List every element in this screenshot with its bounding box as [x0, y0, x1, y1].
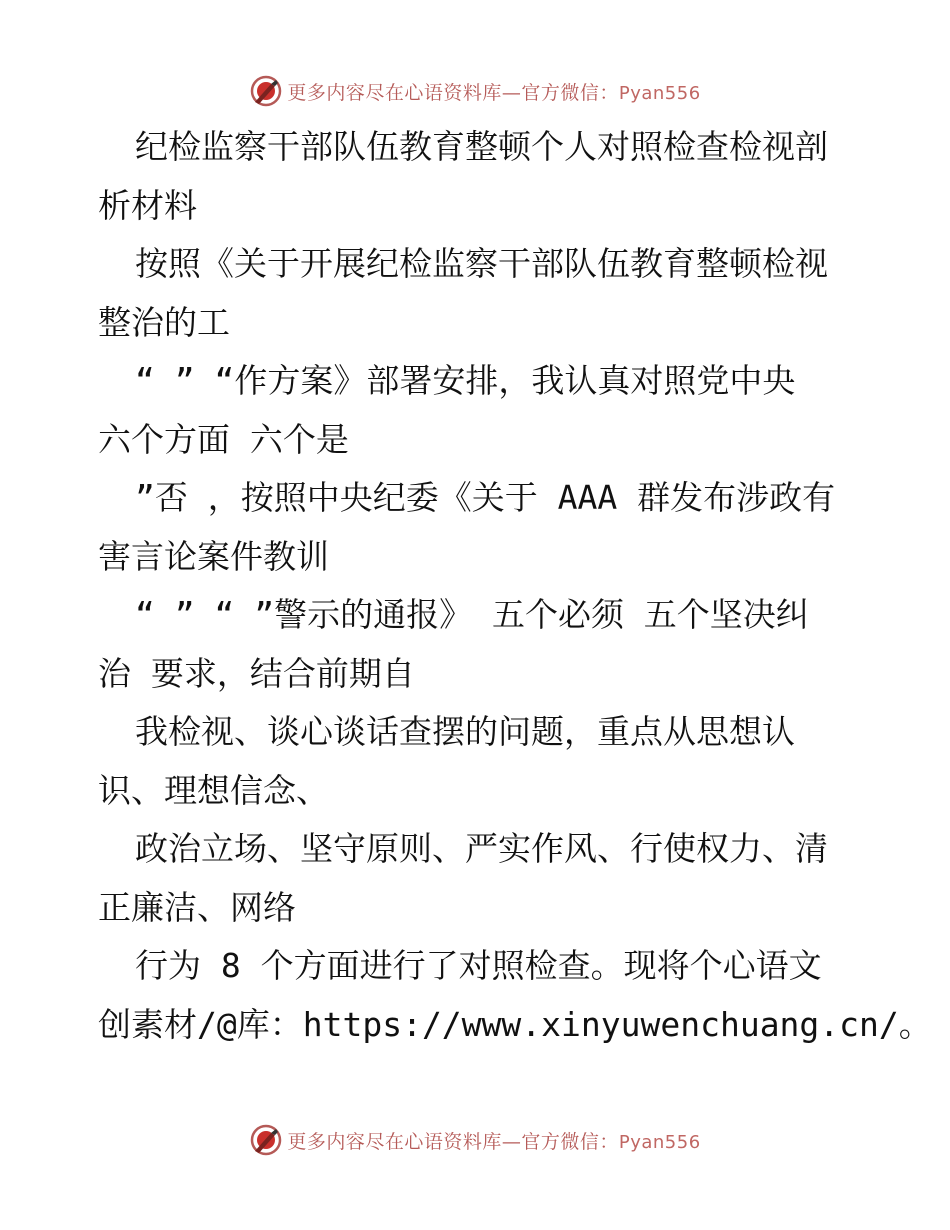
text-line: 正廉洁、网络 — [98, 887, 296, 927]
footer-watermark — [0, 1120, 950, 1160]
text-line: ”否 ，按照中央纪委《关于 AAA 群发布涉政有 — [135, 478, 836, 517]
text-line: 治 要求，结合前期自 — [98, 653, 415, 693]
watermark-text: 更多内容尽在心语资料库—官方微信：Pyan556 — [287, 1130, 701, 1153]
text-line: 政治立场、坚守原则、严实作风、行使权力、清 — [135, 829, 828, 868]
text-line: “ ” “作方案》部署安排，我认真对照党中央 — [135, 361, 796, 400]
pen-logo-icon — [249, 74, 283, 108]
text-line: 识、理想信念、 — [98, 770, 329, 810]
text-line: 害言论案件教训 — [98, 536, 329, 576]
watermark-text: 更多内容尽在心语资料库—官方微信：Pyan556 — [287, 81, 701, 104]
text-line: 纪检监察干部队伍教育整顿个人对照检查检视剖 — [135, 127, 828, 166]
text-line: 六个方面 六个是 — [98, 419, 349, 459]
text-line: “ ” “ ”警示的通报》 五个必须 五个坚决纠 — [135, 595, 809, 634]
text-line: 按照《关于开展纪检监察干部队伍教育整顿检视 — [135, 244, 828, 283]
text-line: 我检视、谈心谈话查摆的问题，重点从思想认 — [135, 712, 795, 751]
header-watermark — [0, 71, 950, 111]
text-line: 析材料 — [98, 185, 197, 225]
document-body — [98, 118, 932, 1054]
text-line: 创素材/@库：https://www.xinyuwenchuang.cn/。 — [98, 1004, 932, 1044]
text-line: 行为 8 个方面进行了对照检查。现将个心语文 — [135, 946, 822, 985]
pen-logo-icon — [249, 1123, 283, 1157]
text-line: 整治的工 — [98, 302, 230, 342]
